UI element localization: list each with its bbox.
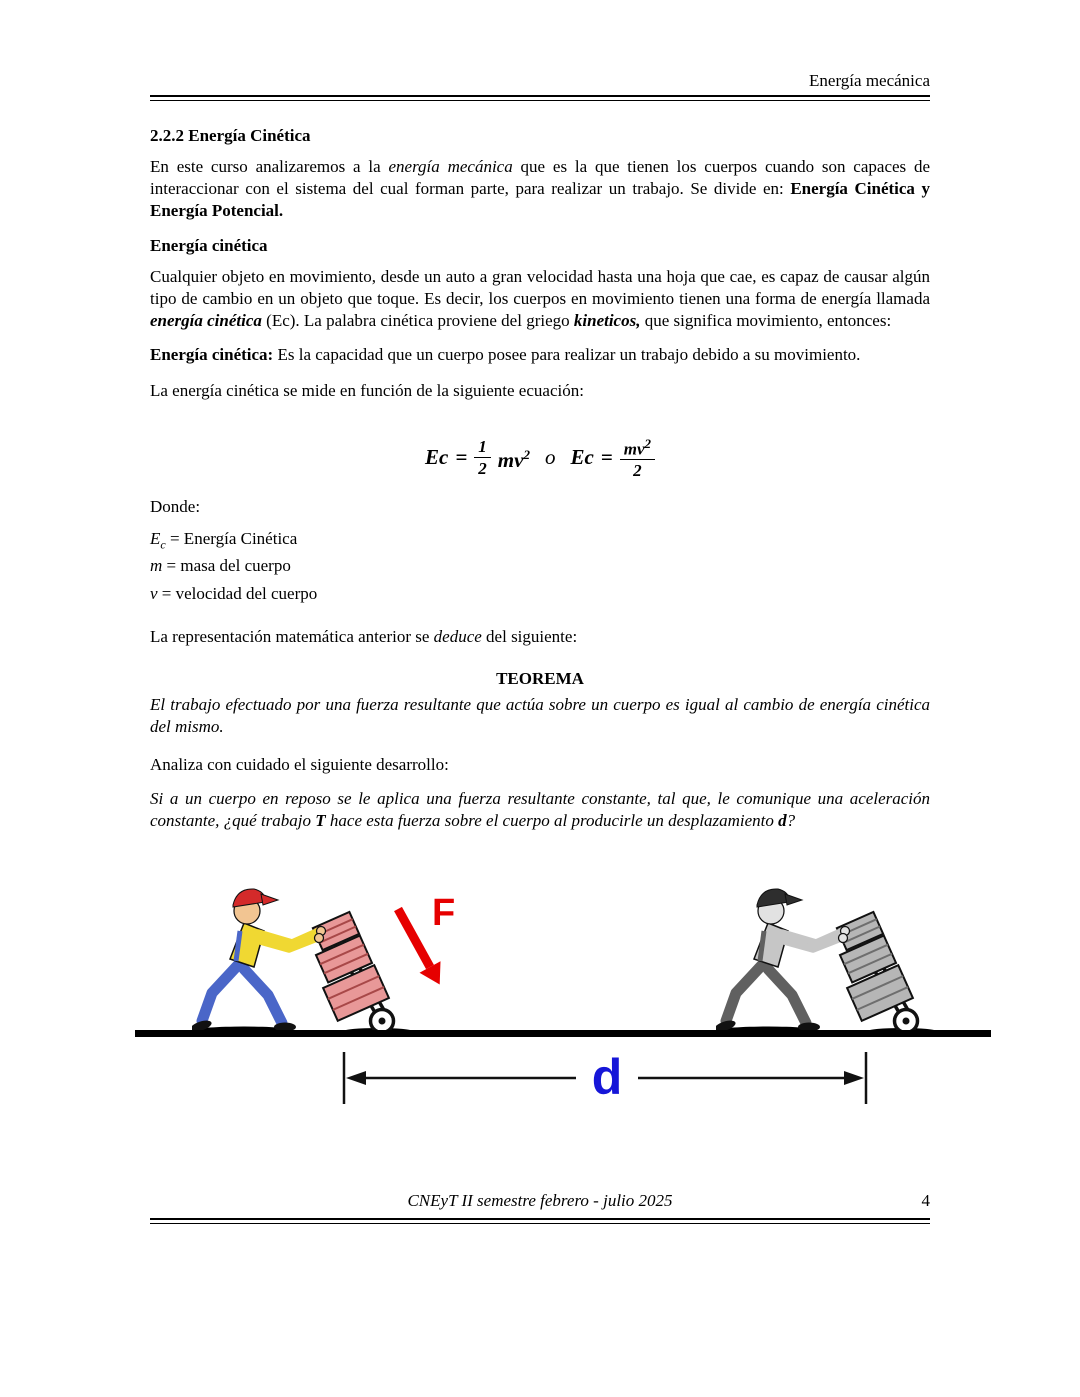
var-m-meaning: = masa del cuerpo xyxy=(162,556,291,576)
intro-text: En este curso analizaremos a la xyxy=(150,157,389,176)
deduce-emphasis: deduce xyxy=(433,627,482,647)
problem-text-3: ? xyxy=(786,811,796,831)
eq-or: o xyxy=(544,445,556,469)
running-header: Energía mecánica xyxy=(809,71,930,90)
intro-paragraph xyxy=(150,156,930,222)
left-arrowhead-icon xyxy=(346,1071,366,1085)
kinetic-paragraph xyxy=(150,266,930,332)
eq-lhs: Ec xyxy=(424,445,449,469)
analiza-paragraph: Analiza con cuidado el siguiente desarrollo: xyxy=(150,755,449,775)
ground-line xyxy=(135,1030,991,1037)
kinetic-text: Cualquier objeto en movimiento, desde un auto a gran velocidad hasta una hoja que cae, es capaz de causar algún tipo de cambio en un objeto que toque. Es decir, los cuerpos en movimiento tienen una forma de energía llamada xyxy=(150,267,930,308)
worker-pushing-handtruck-colored xyxy=(192,881,472,1036)
worker-left-illustration xyxy=(192,889,412,1034)
subheading-energia-cinetica: Energía cinética xyxy=(150,236,268,255)
page-footer xyxy=(150,1190,930,1212)
intro-emphasis: energía mecánica xyxy=(388,157,513,176)
definition-text: Es la capacidad que un cuerpo posee para realizar un trabajo debido a su movimiento. xyxy=(273,345,861,364)
var-m xyxy=(150,555,930,582)
right-arrowhead-icon xyxy=(844,1071,864,1085)
section-heading: 2.2.2 Energía Cinética xyxy=(150,126,311,145)
variable-definitions xyxy=(150,528,930,610)
var-ec-symbol: E xyxy=(150,529,161,548)
problem-work-symbol: T xyxy=(315,811,326,831)
var-m-symbol: m xyxy=(150,556,163,576)
deduce-text: La representación matemática anterior se xyxy=(150,627,434,647)
eq-fraction-mv2-over-2 xyxy=(620,433,655,482)
eq-frac2-den: 2 xyxy=(633,461,642,481)
var-v xyxy=(150,583,930,610)
eq-term-mv2 xyxy=(498,444,530,471)
var-ec-meaning: = Energía Cinética xyxy=(165,529,298,548)
eq-frac1-den: 2 xyxy=(478,458,487,478)
problem-text-2: hace esta fuerza sobre el cuerpo al producirle un desplazamiento xyxy=(325,811,779,831)
kinetic-term: energía cinética xyxy=(150,311,262,330)
eq-frac1-num: 1 xyxy=(474,436,491,458)
problem-displacement-symbol: d xyxy=(778,811,787,831)
eq-exp: 2 xyxy=(523,446,530,462)
donde-label: Donde: xyxy=(150,497,201,516)
eq-mv: mv xyxy=(497,447,524,472)
footer-rule xyxy=(150,1218,930,1224)
problem-text: Si a un cuerpo en reposo se le aplica una fuerza resultante constante, tal que, le comunique una aceleración constante, ¿qué trabajo xyxy=(150,789,930,831)
worker-right-illustration xyxy=(716,889,936,1034)
eq-lhs-2: Ec xyxy=(570,445,594,469)
footer-course-title: CNEyT II semestre febrero - julio 2025 xyxy=(407,1191,673,1210)
intro-text-2: que es la que tienen los cuerpos cuando son capaces de interaccionar con el sistema del cual forman parte, para realizar un trabajo. Se divide en: xyxy=(150,157,931,198)
eq-equals-2: = xyxy=(600,445,613,469)
var-ec xyxy=(150,528,930,555)
kinetic-text-2: (Ec). La palabra cinética proviene del griego xyxy=(261,311,574,330)
eq-frac2-num xyxy=(620,433,655,461)
displacement-dimension xyxy=(338,1046,872,1110)
var-v-meaning: = velocidad del cuerpo xyxy=(157,583,318,603)
worker-pushing-handtruck-gray xyxy=(716,881,996,1036)
intro-bold: Energía Cinética y Energía Potencial. xyxy=(150,179,930,220)
teorema-heading: TEOREMA xyxy=(496,669,584,689)
eq-equals: = xyxy=(455,445,468,469)
var-ec-subscript: c xyxy=(160,537,166,552)
eq-frac2-exp: 2 xyxy=(644,435,652,451)
var-v-symbol: v xyxy=(150,583,158,603)
page-number: 4 xyxy=(921,1191,930,1210)
equation-intro: La energía cinética se mide en función de la siguiente ecuación: xyxy=(150,381,584,400)
definition-paragraph xyxy=(150,344,930,366)
deduce-text-2: del siguiente: xyxy=(481,627,578,647)
eq-frac2-mv: mv xyxy=(623,439,645,459)
eq-fraction-half xyxy=(474,436,491,479)
definition-label: Energía cinética: xyxy=(150,345,274,364)
force-arrow-shaft xyxy=(398,909,430,967)
distance-label: d xyxy=(591,1049,623,1105)
problem-paragraph xyxy=(150,788,930,832)
deduce-paragraph xyxy=(150,626,930,648)
teorema-statement: El trabajo efectuado por una fuerza resultante que actúa sobre un cuerpo es igual al cambio de energía cinética del mismo. xyxy=(150,695,930,737)
header-rule xyxy=(150,95,930,101)
page-content xyxy=(150,70,930,832)
kinetic-energy-equation xyxy=(150,428,930,486)
kineticos-term: kineticos, xyxy=(573,311,641,330)
force-label: F xyxy=(432,892,456,934)
kinetic-text-3: que significa movimiento, entonces: xyxy=(640,311,892,330)
